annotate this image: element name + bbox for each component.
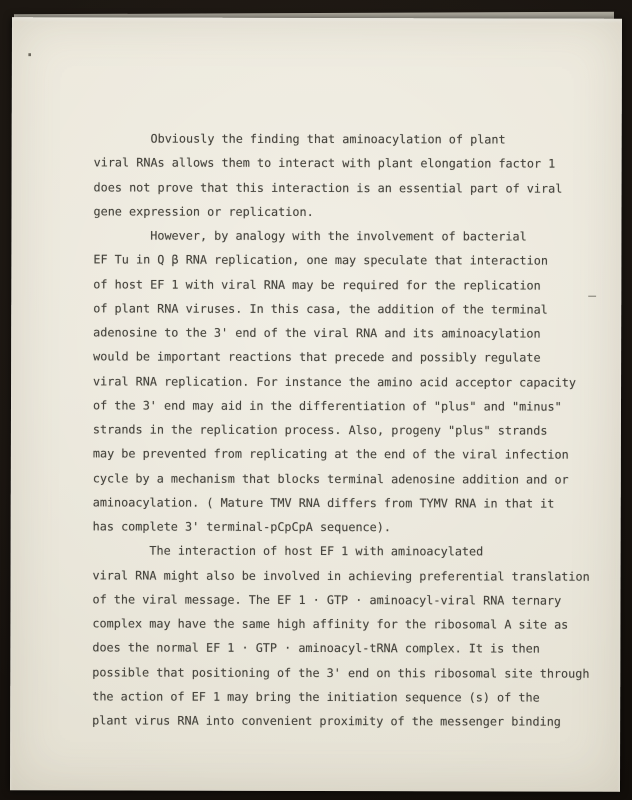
text-line: would be important reactions that precede and possibly regulate — [93, 349, 541, 365]
text-line: does not prove that this interaction is an essential part of viral — [93, 179, 563, 196]
text-line: viral RNA replication. For instance the amino acid acceptor capacity — [93, 373, 577, 390]
text-line: The interaction of host EF 1 with aminoacylated — [92, 543, 484, 559]
text-line: of host EF 1 with viral RNA may be required for the replication — [93, 276, 541, 293]
text-line: viral RNA might also be involved in achieving preferential translation — [92, 567, 590, 584]
text-line: strands in the replication process. Also, progeny "plus" strands — [92, 422, 548, 438]
margin-dash-mark: — — [588, 288, 596, 304]
text-line: of the 3' end may aid in the differentiation of "plus" and "minus" — [92, 398, 562, 414]
text-line: aminoacylation. ( Mature TMV RNA differs from TYMV RNA in that it — [92, 495, 555, 511]
text-line: plant virus RNA into convenient proximity of the messenger binding — [92, 713, 561, 729]
text-line: EF Tu in Q β RNA replication, one may speculate that interaction — [93, 252, 548, 268]
text-line: gene expression or replication. — [93, 204, 314, 219]
text-line: viral RNAs allows them to interact with plant elongation factor 1 — [93, 155, 556, 171]
text-line: Obviously the finding that aminoacylation of plant — [93, 131, 506, 147]
text-line: may be prevented from replicating at the end of the viral infection — [92, 446, 569, 462]
text-line: However, by analogy with the involvement of bacterial — [93, 228, 527, 244]
text-line: the action of EF 1 may bring the initiation sequence (s) of the — [92, 689, 540, 705]
text-line: cycle by a mechanism that blocks terminal adenosine addition and or — [92, 470, 569, 487]
text-line: adenosine to the 3' end of the viral RNA and its aminoacylation — [93, 325, 541, 341]
text-line: has complete 3' terminal-pCpCpA sequence). — [92, 519, 392, 535]
text-line: complex may have the same high affinity for the ribosomal A site as — [92, 616, 569, 632]
pencil-corner-mark: · — [24, 45, 35, 65]
text-line: of plant RNA viruses. In this casa, the addition of the terminal — [93, 301, 548, 317]
typewritten-text — [92, 126, 591, 734]
text-line: possible that positioning of the 3' end on this ribosomal site through — [92, 664, 590, 681]
text-line: does the normal EF 1 · GTP · aminoacyl-tRNA complex. It is then — [92, 640, 540, 656]
text-line: of the viral message. The EF 1 · GTP · aminoacyl-viral RNA ternary — [92, 592, 562, 608]
paper-sheet — [10, 17, 622, 792]
